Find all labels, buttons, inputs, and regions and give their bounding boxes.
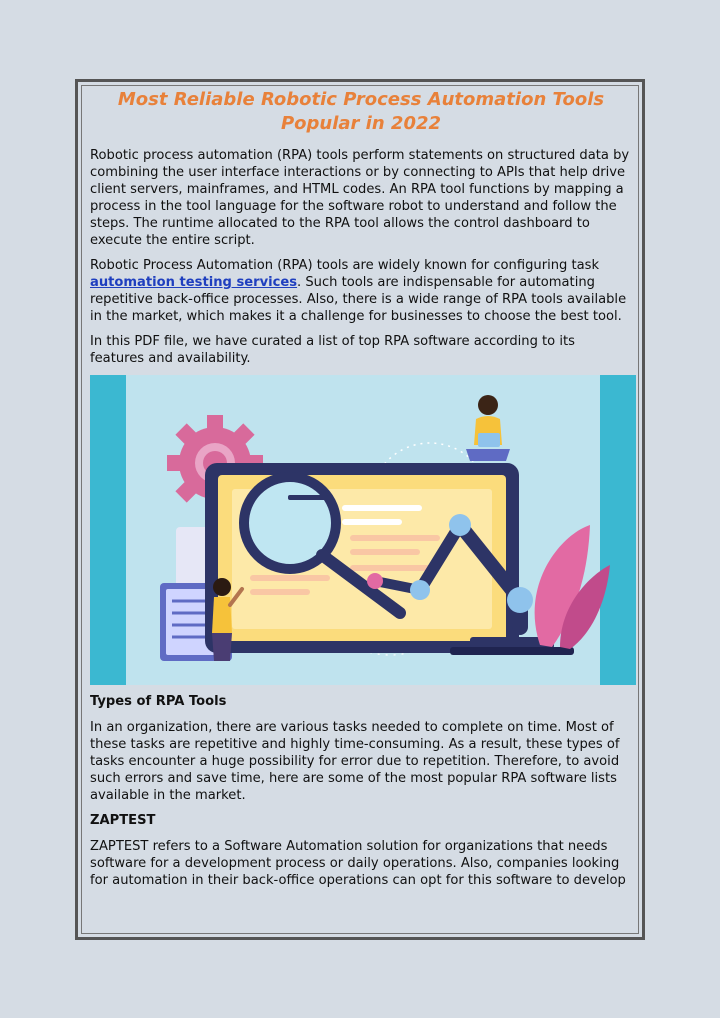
section-heading-types-of-rpa-tools: Types of RPA Tools <box>90 694 227 709</box>
paragraph-pdf-intro: In this PDF file, we have curated a list of top RPA software according to its features and availability. <box>90 334 575 366</box>
section-heading-zaptest: ZAPTEST <box>90 813 156 828</box>
paragraph-services-after: . Such tools are indispensable for automating repetitive back-office processes. Also, there is a wide range of RPA tools available in the market, which makes it a challenge for businesses to choose the best tool. <box>90 275 627 324</box>
paragraph-services <box>90 257 632 325</box>
paragraph-zaptest: ZAPTEST refers to a Software Automation solution for organizations that needs software for a development process or daily operations. Also, companies looking for automation in their back-office operations can opt for this software to develop <box>90 839 626 888</box>
document-content <box>90 88 632 897</box>
rpa-illustration <box>90 375 636 685</box>
document-title: Most Reliable Robotic Process Automation Tools Popular in 2022 <box>117 89 605 134</box>
paragraph-types-of-rpa-tools: In an organization, there are various tasks needed to complete on time. Most of these tasks are repetitive and highly time-consuming. As a result, these types of tasks encounter a huge possibility for error due to repetition. Therefore, to avoid such errors and save time, here are some of the most popular RPA software lists available in the market. <box>90 720 620 803</box>
paragraph-services-before: Robotic Process Automation (RPA) tools are widely known for configuring task <box>90 258 600 273</box>
automation-testing-services-link[interactable]: automation testing services <box>90 275 298 290</box>
page-frame <box>75 79 645 940</box>
paragraph-intro: Robotic process automation (RPA) tools perform statements on structured data by combining the user interface interactions or by connecting to APIs that help drive client servers, mainframes, and HTML codes. An RPA tool functions by mapping a process in the tool language for the software robot to understand and follow the steps. The runtime allocated to the RPA tool allows the control dashboard to execute the entire script. <box>90 148 630 248</box>
